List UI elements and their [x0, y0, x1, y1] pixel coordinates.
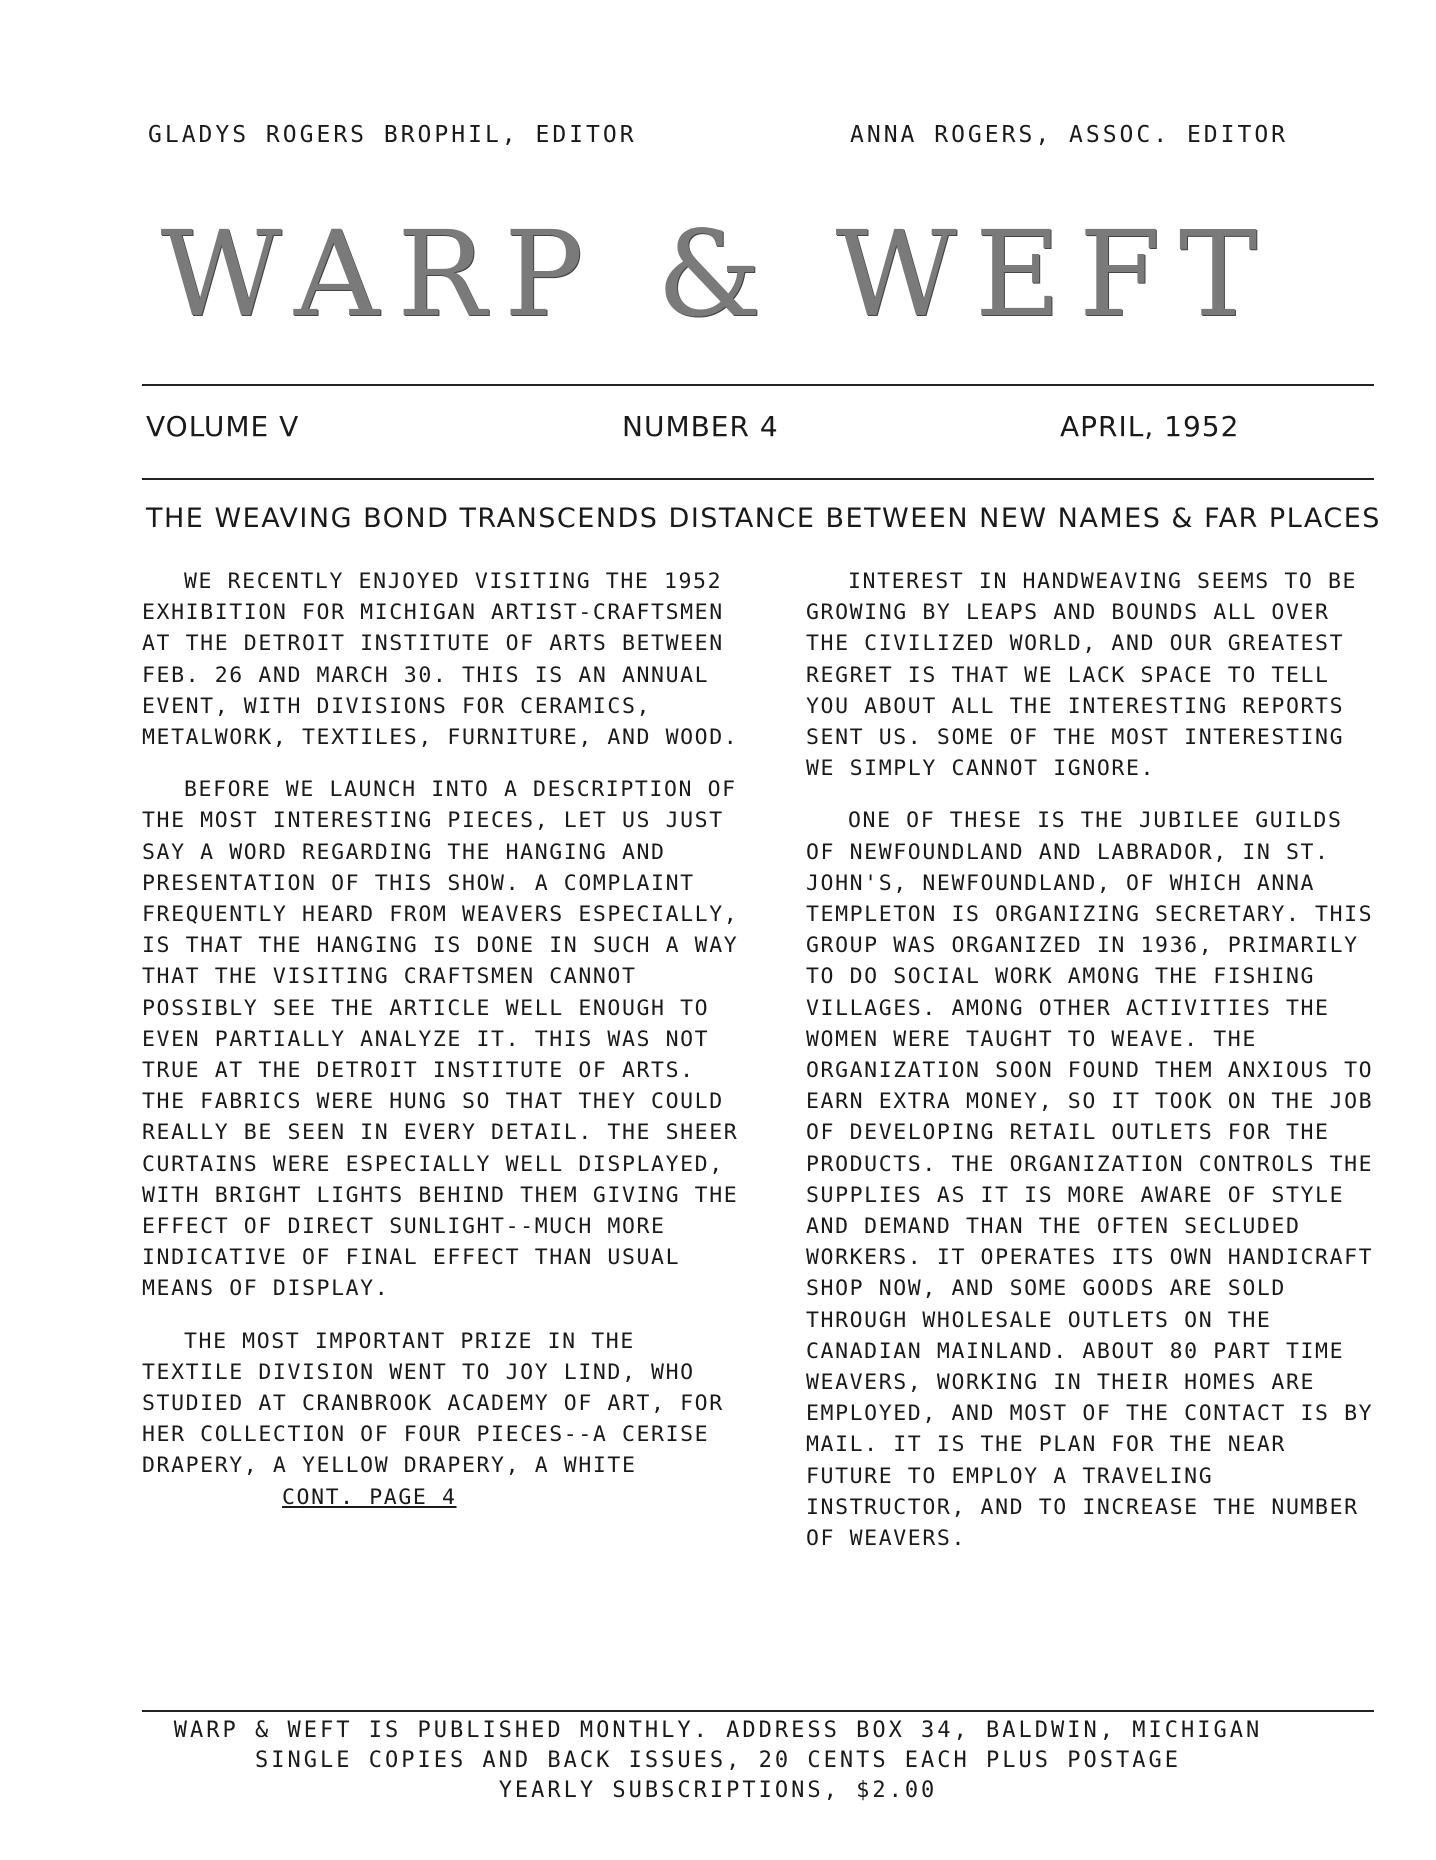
footer-subscription-line: YEARLY SUBSCRIPTIONS, $2.00 [498, 1778, 938, 1803]
right-paragraph-1: INTEREST IN HANDWEAVING SEEMS TO BE GROWING BY LEAPS AND BOUNDS ALL OVER THE CIVILIZED WORLD, AND OUR GREATEST REGRET IS THAT WE LACK SPACE TO TELL YOU ABOUT ALL THE INTERESTING REPORTS SENT US. SOME OF THE MOST INTERESTING WE SIMPLY CANNOT IGNORE. [806, 569, 1358, 782]
editor-credit: GLADYS ROGERS BROPHIL, EDITOR [148, 122, 637, 148]
divider-top [142, 384, 1374, 386]
right-column [806, 566, 1380, 1575]
left-paragraph-2: BEFORE WE LAUNCH INTO A DESCRIPTION OF THE MOST INTERESTING PIECES, LET US JUST SAY A WORD REGARDING THE HANGING AND PRESENTATION OF THIS SHOW. A COMPLAINT FREQUENTLY HEARD FROM WEAVERS ESPECIALLY, IS THAT THE HANGING IS DONE IN SUCH A WAY THAT THE VISITING CRAFTSMEN CANNOT POSSIBLY SEE THE ARTICLE WELL ENOUGH TO EVEN PARTIALLY ANALYZE IT. THIS WAS NOT TRUE AT THE DETROIT INSTITUTE OF ARTS. THE FABRICS WERE HUNG SO THAT THEY COULD REALLY BE SEEN IN EVERY DETAIL. THE SHEER CURTAINS WERE ESPECIALLY WELL DISPLAYED, WITH BRIGHT LIGHTS BEHIND THEM GIVING THE EFFECT OF DIRECT SUNLIGHT--MUCH MORE INDICATIVE OF FINAL EFFECT THAN USUAL MEANS OF DISPLAY. [142, 777, 739, 1302]
left-column [142, 566, 742, 1513]
masthead-title: WARP & WEFT [160, 205, 1276, 343]
divider-footer [142, 1710, 1374, 1712]
left-paragraph-3: THE MOST IMPORTANT PRIZE IN THE TEXTILE DIVISION WENT TO JOY LIND, WHO STUDIED AT CRANBROOK ACADEMY OF ART, FOR HER COLLECTION OF FOUR PIECES--A CERISE DRAPERY, A YELLOW DRAPERY, A WHITE [142, 1328, 724, 1479]
footer-publication-line: WARP & WEFT IS PUBLISHED MONTHLY. ADDRESS BOX 34, BALDWIN, MICHIGAN [173, 1718, 1263, 1743]
headline: THE WEAVING BOND TRANSCENDS DISTANCE BETWEEN NEW NAMES & FAR PLACES [146, 503, 1381, 534]
assoc-editor-credit: ANNA ROGERS, ASSOC. EDITOR [850, 122, 1289, 148]
issue-volume: VOLUME V [146, 410, 300, 443]
footer [100, 1716, 1336, 1806]
footer-copies-line: SINGLE COPIES AND BACK ISSUES, 20 CENTS EACH PLUS POSTAGE [255, 1748, 1181, 1773]
issue-number: NUMBER 4 [622, 410, 779, 443]
divider-issue [142, 478, 1374, 480]
left-paragraph-1: WE RECENTLY ENJOYED VISITING THE 1952 EXHIBITION FOR MICHIGAN ARTIST-CRAFTSMEN AT THE DETROIT INSTITUTE OF ARTS BETWEEN FEB. 26 AND MARCH 30. THIS IS AN ANNUAL EVENT, WITH DIVISIONS FOR CERAMICS, METALWORK, TEXTILES, FURNITURE, AND WOOD. [142, 569, 739, 751]
right-paragraph-2: ONE OF THESE IS THE JUBILEE GUILDS OF NEWFOUNDLAND AND LABRADOR, IN ST. JOHN'S, NEWFOUNDLAND, OF WHICH ANNA TEMPLETON IS ORGANIZING SECRETARY. THIS GROUP WAS ORGANIZED IN 1936, PRIMARILY TO DO SOCIAL WORK AMONG THE FISHING VILLAGES. AMONG OTHER ACTIVITIES THE WOMEN WERE TAUGHT TO WEAVE. THE ORGANIZATION SOON FOUND THEM ANXIOUS TO EARN EXTRA MONEY, SO IT TOOK ON THE JOB OF DEVELOPING RETAIL OUTLETS FOR THE PRODUCTS. THE ORGANIZATION CONTROLS THE SUPPLIES AS IT IS MORE AWARE OF STYLE AND DEMAND THAN THE OFTEN SECLUDED WORKERS. IT OPERATES ITS OWN HANDICRAFT SHOP NOW, AND SOME GOODS ARE SOLD THROUGH WHOLESALE OUTLETS ON THE CANADIAN MAINLAND. ABOUT 80 PART TIME WEAVERS, WORKING IN THEIR HOMES ARE EMPLOYED, AND MOST OF THE CONTACT IS BY MAIL. IT IS THE PLAN FOR THE NEAR FUTURE TO EMPLOY A TRAVELING INSTRUCTOR, AND TO INCREASE THE NUMBER OF WEAVERS. [806, 808, 1374, 1552]
issue-date: APRIL, 1952 [1060, 410, 1240, 443]
continued-note: CONT. PAGE 4 [282, 1484, 457, 1510]
